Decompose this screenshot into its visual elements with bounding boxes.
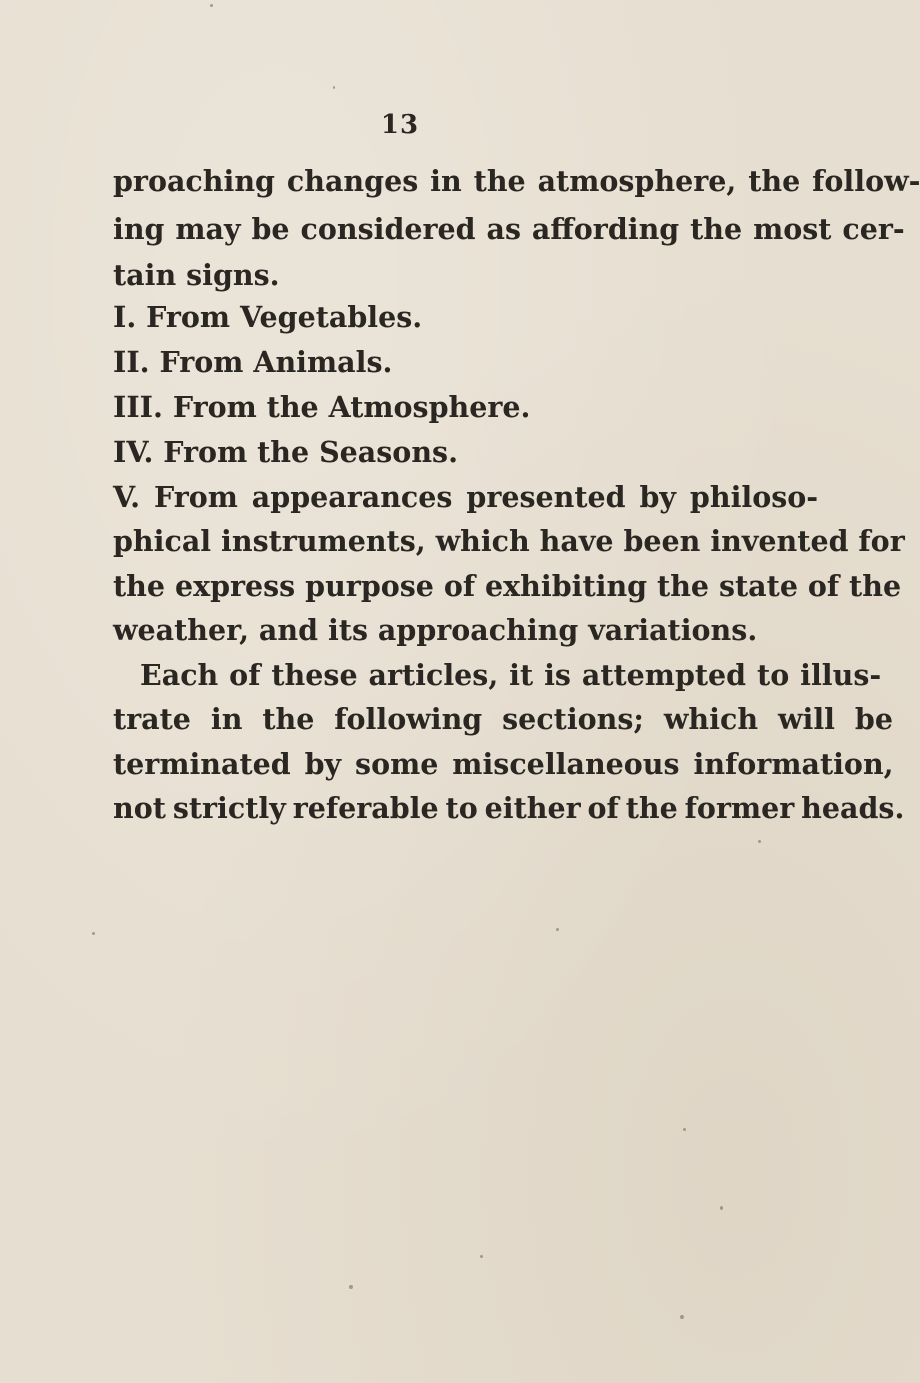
text-line: not strictly referable to either of the former heads. [113, 791, 905, 825]
list-item: II. From Animals. [113, 345, 393, 379]
paper-speck [333, 86, 335, 89]
text-line: trate in the following sections; which will be [113, 702, 893, 736]
paper-speck [556, 928, 559, 931]
list-item: IV. From the Seasons. [113, 435, 459, 469]
paper-speck [210, 4, 213, 7]
text-line: weather, and its approaching variations. [113, 613, 758, 647]
list-item: III. From the Atmosphere. [113, 390, 531, 424]
paper-speck [349, 1285, 353, 1289]
text-line: terminated by some miscellaneous information, [113, 747, 894, 781]
text-line: phical instruments, which have been invented for [113, 524, 905, 558]
paper-speck [680, 1315, 684, 1319]
paper-speck [683, 1128, 686, 1131]
page-number: 13 [380, 110, 420, 140]
text-line: the express purpose of exhibiting the state of the [113, 569, 902, 603]
paper-speck [758, 840, 761, 843]
text-line: ing may be considered as affording the most cer- [113, 212, 905, 246]
list-item: V. From appearances presented by philoso- [113, 480, 819, 514]
paper-speck [92, 932, 95, 935]
text-line: Each of these articles, it is attempted to illus- [140, 658, 882, 692]
paper-speck [480, 1255, 483, 1258]
list-item: I. From Vegetables. [113, 300, 423, 334]
text-line: proaching changes in the atmosphere, the follow- [113, 164, 920, 198]
text-line: tain signs. [113, 258, 280, 292]
paper-speck [720, 1206, 723, 1210]
